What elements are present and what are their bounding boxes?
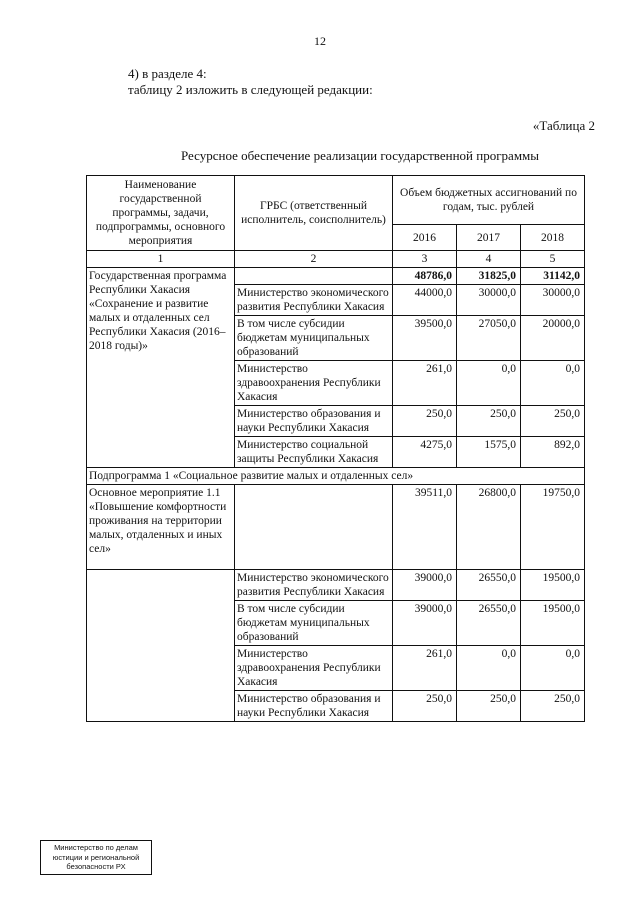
value-cell: 39000,0 bbox=[393, 601, 457, 646]
table-row bbox=[87, 485, 585, 570]
value-cell: 250,0 bbox=[521, 691, 585, 722]
table-title: Ресурсное обеспечение реализации государственной программы bbox=[180, 148, 540, 163]
grbs-cell: Министерство здравоохранения Республики Хакасия bbox=[235, 646, 393, 691]
grbs-cell bbox=[235, 268, 393, 285]
resource-table bbox=[86, 175, 585, 722]
value-cell: 30000,0 bbox=[521, 285, 585, 316]
value-cell: 19500,0 bbox=[521, 601, 585, 646]
value-cell: 19750,0 bbox=[521, 485, 585, 570]
grbs-cell: Министерство здравоохранения Республики Хакасия bbox=[235, 361, 393, 406]
grbs-cell: Министерство социальной защиты Республики Хакасия bbox=[235, 437, 393, 468]
intro-line-2: таблицу 2 изложить в следующей редакции: bbox=[128, 82, 373, 97]
stamp-line: юстиции и региональной bbox=[52, 852, 140, 862]
index-cell: 5 bbox=[521, 251, 585, 268]
stamp-line: безопасности РХ bbox=[66, 862, 126, 871]
value-cell: 0,0 bbox=[457, 646, 521, 691]
value-cell: 261,0 bbox=[393, 646, 457, 691]
grbs-cell: В том числе субсидии бюджетам муниципальных образований bbox=[235, 601, 393, 646]
program-name: Государственная программа Республики Хакасия «Сохранение и развитие малых и отдаленных сел Республики Хакасия (2016–2018 годы)» bbox=[87, 268, 235, 468]
header-grbs: ГРБС (ответственный исполнитель, соисполнитель) bbox=[235, 176, 393, 251]
value-cell: 48786,0 bbox=[393, 268, 457, 285]
value-cell: 1575,0 bbox=[457, 437, 521, 468]
value-cell: 31142,0 bbox=[521, 268, 585, 285]
grbs-cell: В том числе субсидии бюджетам муниципальных образований bbox=[235, 316, 393, 361]
stamp-line: Министерство по делам bbox=[54, 843, 138, 852]
table-row bbox=[87, 570, 585, 601]
value-cell: 26550,0 bbox=[457, 570, 521, 601]
value-cell: 261,0 bbox=[393, 361, 457, 406]
intro-line-1: 4) в разделе 4: bbox=[128, 66, 207, 81]
table-row bbox=[87, 268, 585, 285]
value-cell: 0,0 bbox=[521, 361, 585, 406]
value-cell: 19500,0 bbox=[521, 570, 585, 601]
subprogram-row bbox=[87, 468, 585, 485]
header-budget: Объем бюджетных ассигнований по годам, тыс. рублей bbox=[393, 176, 585, 225]
grbs-cell bbox=[235, 485, 393, 570]
activity-name-empty bbox=[87, 570, 235, 722]
value-cell: 31825,0 bbox=[457, 268, 521, 285]
header-year-2016: 2016 bbox=[393, 225, 457, 251]
value-cell: 0,0 bbox=[521, 646, 585, 691]
value-cell: 250,0 bbox=[457, 406, 521, 437]
value-cell: 20000,0 bbox=[521, 316, 585, 361]
value-cell: 26550,0 bbox=[457, 601, 521, 646]
index-cell: 4 bbox=[457, 251, 521, 268]
value-cell: 250,0 bbox=[521, 406, 585, 437]
header-row bbox=[87, 176, 585, 225]
index-row bbox=[87, 251, 585, 268]
grbs-cell: Министерство образования и науки Республики Хакасия bbox=[235, 406, 393, 437]
value-cell: 4275,0 bbox=[393, 437, 457, 468]
value-cell: 27050,0 bbox=[457, 316, 521, 361]
grbs-cell: Министерство экономического развития Республики Хакасия bbox=[235, 285, 393, 316]
value-cell: 250,0 bbox=[457, 691, 521, 722]
value-cell: 39500,0 bbox=[393, 316, 457, 361]
value-cell: 250,0 bbox=[393, 691, 457, 722]
activity-name: Основное мероприятие 1.1 «Повышение комфортности проживания на территории малых, отдаленных и иных сел» bbox=[87, 485, 235, 570]
header-name: Наименование государственной программы, задачи, подпрограммы, основного мероприятия bbox=[87, 176, 235, 251]
value-cell: 892,0 bbox=[521, 437, 585, 468]
value-cell: 30000,0 bbox=[457, 285, 521, 316]
index-cell: 2 bbox=[235, 251, 393, 268]
value-cell: 26800,0 bbox=[457, 485, 521, 570]
value-cell: 39511,0 bbox=[393, 485, 457, 570]
table-label: «Таблица 2 bbox=[532, 118, 595, 133]
grbs-cell: Министерство образования и науки Республики Хакасия bbox=[235, 691, 393, 722]
value-cell: 39000,0 bbox=[393, 570, 457, 601]
ministry-stamp bbox=[40, 840, 152, 875]
grbs-cell: Министерство экономического развития Республики Хакасия bbox=[235, 570, 393, 601]
index-cell: 1 bbox=[87, 251, 235, 268]
header-year-2017: 2017 bbox=[457, 225, 521, 251]
value-cell: 0,0 bbox=[457, 361, 521, 406]
value-cell: 250,0 bbox=[393, 406, 457, 437]
header-year-2018: 2018 bbox=[521, 225, 585, 251]
page-number: 12 bbox=[314, 34, 326, 48]
index-cell: 3 bbox=[393, 251, 457, 268]
subprogram-title: Подпрограмма 1 «Социальное развитие малых и отдаленных сел» bbox=[87, 468, 585, 485]
value-cell: 44000,0 bbox=[393, 285, 457, 316]
intro-text bbox=[128, 66, 373, 98]
